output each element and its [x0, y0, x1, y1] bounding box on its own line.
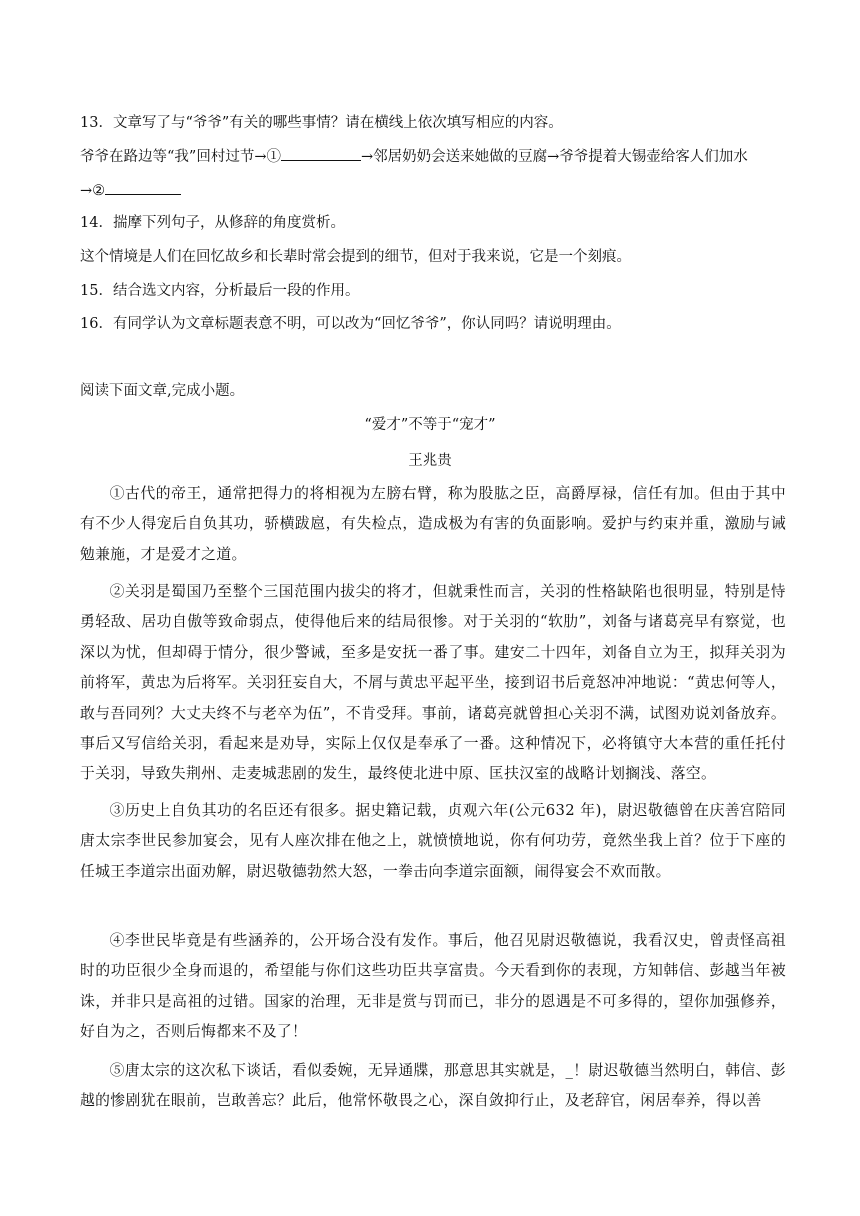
question-13-sequence-cont — [80, 180, 181, 201]
question-15-prompt: 15．结合选文内容，分析最后一段的作用。 — [80, 283, 360, 299]
reading-instruction: 阅读下面文章,完成小题。 — [80, 383, 245, 399]
article-title: “爱才”不等于“宠才” — [364, 417, 496, 433]
q13-sequence-part-2: →邻居奶奶会送来她做的豆腐→爷爷提着大锡壶给客人们加水 — [360, 149, 748, 165]
question-14-sentence: 这个情境是人们在回忆故乡和长辈时常会提到的细节，但对于我来说，它是一个刻痕。 — [80, 249, 631, 265]
article-author: 王兆贵 — [408, 453, 452, 469]
article-paragraph-5: ⑤唐太宗的这次私下谈话，看似委婉，无异通牒，那意思其实就是，_！尉迟敬德当然明白，韩信、彭越的惨剧犹在眼前，岂敢善忘？此后，他常怀敬畏之心，深自敛抑行止，及老辞官，闲居奉养，得以善 — [80, 1062, 786, 1110]
question-13-sequence — [80, 146, 748, 167]
article-paragraph-2: ②关羽是蜀国乃至整个三国范围内拔尖的将才，但就秉性而言，关羽的性格缺陷也很明显，特别是恃勇轻敌、居功自傲等致命弱点，使得他后来的结局很惨。对于关羽的“软肋”，刘备与诸葛亮早有察觉，也深以为忧，但却碍于情分，很少警诫，至多是安抚一番了事。建安二十四年，刘备自立为王，拟拜关羽为前将军，黄忠为后将军。关羽狂妄自大，不屑与黄忠平起平坐，接到诏书后竟怒冲冲地说：“黄忠何等人，敢与吾同列？大丈夫终不与老卒为伍”，不肯受拜。事前，诸葛亮就曾担心关羽不满，试图劝说刘备放弃。事后又写信给关羽，看起来是劝导，实际上仅仅是奉承了一番。这种情况下，必将镇守大本营的重任托付于关羽，导致失荆州、走麦城悲剧的发生，最终使北进中原、匡扶汉室的战略计划搁浅、落空。 — [80, 583, 786, 783]
question-13-prompt: 13．文章写了与“爷爷”有关的哪些事情？请在横线上依次填写相应的内容。 — [80, 115, 563, 131]
article-paragraph-4: ④李世民毕竟是有些涵养的，公开场合没有发作。事后，他召见尉迟敬德说，我看汉史，曾责怪高祖时的功臣很少全身而退的，希望能与你们这些功臣共享富贵。今天看到你的表现，方知韩信、彭越当年被诛，并非只是高祖的过错。国家的治理，无非是赏与罚而已，非分的恩遇是不可多得的，望你加强修养，好自为之，否则后悔都来不及了！ — [80, 932, 786, 1041]
answer-blank-1[interactable] — [281, 146, 361, 161]
article-paragraph-1: ①古代的帝王，通常把得力的将相视为左膀右臂，称为股肱之臣，高爵厚禄，信任有加。但由于其中有不少人得宠后自负其功，骄横跋扈，有失检点，造成极为有害的负面影响。爱护与约束并重，激励与诫勉兼施，才是爱才之道。 — [80, 485, 786, 563]
article-paragraph-3: ③历史上自负其功的名臣还有很多。据史籍记载，贞观六年(公元632 年)，尉迟敬德曾在庆善宫陪同唐太宗李世民参加宴会，见有人座次排在他之上，就愤愤地说，你有何功劳，竟然坐我上首？位于下座的任城王李道宗出面劝解，尉迟敬德勃然大怒，一拳击向李道宗面额，闹得宴会不欢而散。 — [80, 802, 786, 880]
question-14-prompt: 14．揣摩下列句子，从修辞的角度赏析。 — [80, 215, 345, 231]
question-16-prompt: 16．有同学认为文章标题表意不明，可以改为“回忆爷爷”，你认同吗？请说明理由。 — [80, 316, 621, 332]
q13-sequence-part-3: →② — [80, 183, 106, 199]
answer-blank-2[interactable] — [105, 180, 181, 195]
q13-sequence-part-1: 爷爷在路边等“我”回村过节→① — [80, 149, 281, 165]
